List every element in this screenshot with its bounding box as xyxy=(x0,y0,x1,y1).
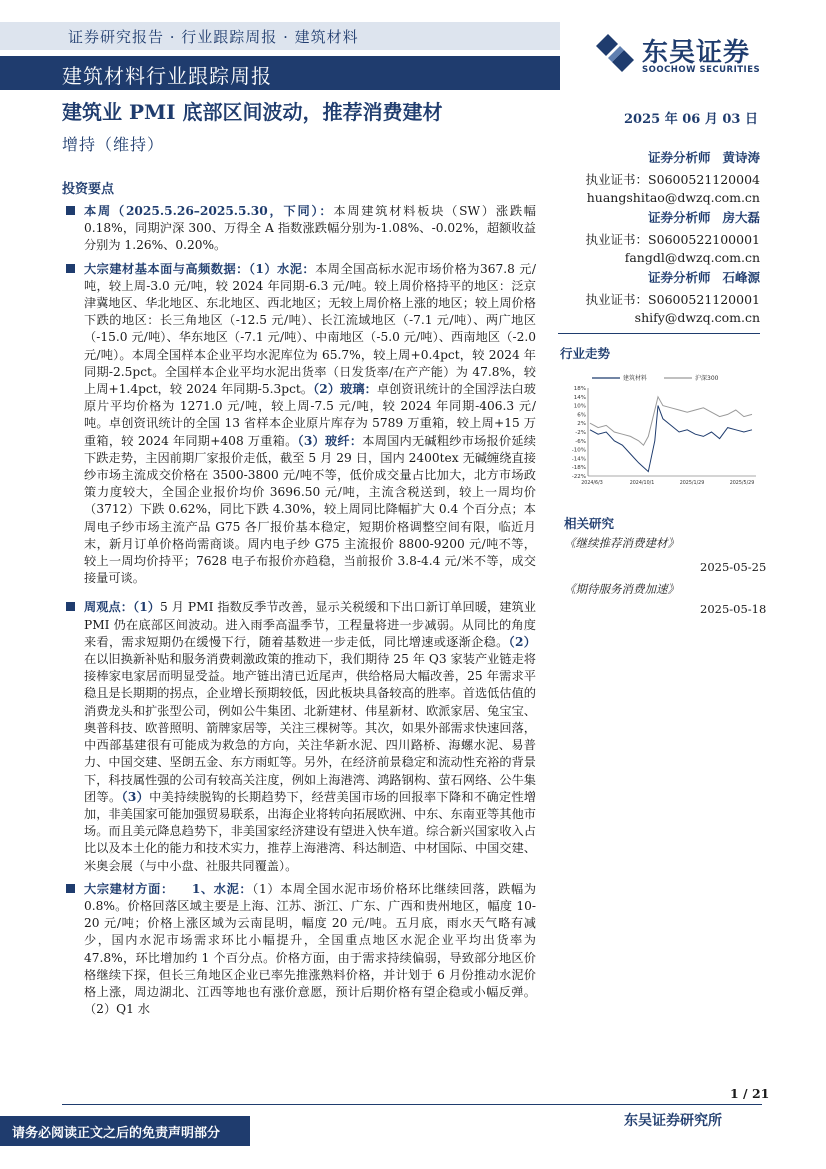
analyst-2-email[interactable]: fangdl@dwzq.com.cn xyxy=(624,250,760,265)
y-tick-label: -6% xyxy=(575,438,586,445)
footer-divider xyxy=(62,1104,762,1105)
y-tick-label: 14% xyxy=(573,394,586,401)
paragraph-weekly-view xyxy=(62,599,536,874)
bullet-icon xyxy=(66,884,75,893)
y-tick-label: -2% xyxy=(575,430,586,436)
para-view-lead-2: （2） xyxy=(508,634,536,649)
paragraph-fundamentals xyxy=(62,261,536,588)
series-line-hs300 xyxy=(590,397,752,445)
company-logo xyxy=(594,32,770,78)
related-item-2-title[interactable]: 《期待服务消费加速》 xyxy=(564,582,679,596)
bullet-icon xyxy=(66,264,75,273)
paragraph-bulk-materials xyxy=(62,881,536,1019)
bullet-icon xyxy=(66,206,75,215)
y-tick-label: 10% xyxy=(573,403,586,410)
main-content xyxy=(62,178,536,1024)
report-title: 建筑业 PMI 底部区间波动，推荐消费建材 xyxy=(62,100,443,124)
para-fund-lead-2: （2）玻璃： xyxy=(313,382,377,397)
x-tick-label: 2024/6/3 xyxy=(581,481,603,486)
x-tick-label: 2025/5/29 xyxy=(729,481,755,486)
para-view-lead-3: （3） xyxy=(121,789,150,804)
report-type-bar xyxy=(0,56,560,90)
series-line-building-materials xyxy=(590,406,752,472)
analyst-3-role: 证券分析师 石峰源 xyxy=(648,270,760,285)
y-tick-label: -10% xyxy=(571,447,586,454)
analyst-3-name: 石峰源 xyxy=(722,270,760,285)
rating: 增持（维持） xyxy=(62,135,165,154)
para-view-body-3: 中美持续脱钩的长期趋势下，经营美国市场的回报率下降和不确定性增加，非美国家可能加强贸易联系，出海企业将转向拓展欧洲、中东、东南亚等其他市场。而且美元降息趋势下，非美国家经济建设有望进入快车道。综合新兴国家收入占比以及本土化的能力和技术实力，推荐上海港湾、科达制造、中材国际、中国交建、米奥会展（与中小盘、社服共同覆盖）。 xyxy=(84,789,537,873)
para-bulk-lead: 大宗建材方面： xyxy=(84,881,174,896)
x-tick-label: 2025/1/29 xyxy=(679,481,705,486)
para-week-lead: 本周（2025.5.26–2025.5.30，下同）： xyxy=(84,204,334,218)
legend-label: 沪深300 xyxy=(695,375,719,382)
para-bulk-lead-2: 1、水泥： xyxy=(191,881,253,896)
report-date: 2025 年 06 月 03 日 xyxy=(624,112,758,127)
para-view-body-1: 5 月 PMI 指数反季节改善，显示关税缓和下出口新订单回暖，建筑业 PMI 仍在底部区间波动。进入雨季高温季节，工程量将进一步减弱。从同比的角度来看，需求短期仍在缓慢下行，随着基数进一步走低，同比增速或逐渐企稳。 xyxy=(84,600,536,649)
disclaimer-bar xyxy=(0,1116,250,1146)
analyst-1-role: 证券分析师 黄诗涛 xyxy=(648,150,760,165)
header-category: 证券研究报告 · 行业跟踪周报 · 建筑材料 xyxy=(68,28,359,46)
sidebar-divider xyxy=(558,333,760,334)
para-bulk-body: （1）本周全国水泥市场价格环比继续回落，跌幅为 0.8%。价格回落区域主要是上海、江苏、浙江、广东、广西和贵州地区，幅度 10-20 元/吨；价格上涨区域为云南昆明，幅度 20 元/吨。五月底，雨水天气略有减少，国内水泥市场需求环比小幅提升，全国重点地区水泥企业平均出货率为 47.8%，环比增加约 1 个百分点。价格方面，由于需求持续偏弱，导致部分地区价格继续下探，但长三角地区企业已率先推涨熟料价格，并计划于 6 月份推动水泥价格上涨，周边湖北、江西等地也有涨价意愿，预计后期价格有望企稳或小幅反弹。（2）Q1 水 xyxy=(84,881,537,1017)
legend-label: 建筑材料 xyxy=(623,375,648,382)
y-tick-label: 6% xyxy=(577,412,586,419)
paragraph-week xyxy=(62,203,536,255)
analyst-3-email[interactable]: shify@dwzq.com.cn xyxy=(634,310,760,325)
para-fund-body-1: 本周全国高标水泥市场价格为367.8 元/吨，较上周-3.0 元/吨，较 2024 年同期-6.3 元/吨。较上周价格持平的地区：泛京津冀地区、华北地区、东北地区、西北地区；无较上周价格上涨的地区；较上周价格下跌的地区：长三角地区（-12.5 元/吨）、长江流域地区（-7.1 元/吨）、两广地区（-15.0 元/吨）、华东地区（-7.1 元/吨）、中南地区（-5.0 元/吨）、西南地区（-2.0 元/吨）。本周全国样本企业平均水泥库位为 65.7%，较上周+0.4pct，较 2024 年同期-2.5pct。全国样本企业平均水泥出货率（日发货率/在产产能）为 47.8%，较上周+1.4pct，较 2024 年同期-5.3pct。 xyxy=(84,261,536,397)
x-tick-label: 2024/10/1 xyxy=(629,481,655,486)
y-tick-label: -18% xyxy=(571,465,586,472)
analyst-3-cert: 执业证书：S0600521120001 xyxy=(585,292,760,307)
report-type: 建筑材料行业跟踪周报 xyxy=(62,64,272,88)
logo-mark-icon xyxy=(594,32,636,74)
analyst-2-cert: 执业证书：S0600522100001 xyxy=(585,232,760,247)
related-item-2-date: 2025-05-18 xyxy=(700,602,767,616)
para-fund-lead: 大宗建材基本面与高频数据：（1）水泥： xyxy=(84,261,316,276)
related-label: 相关研究 xyxy=(564,516,615,531)
key-points-heading: 投资要点 xyxy=(62,182,115,197)
analyst-2-name: 房大磊 xyxy=(722,210,760,225)
trend-label: 行业走势 xyxy=(560,346,611,361)
analyst-2-role: 证券分析师 房大磊 xyxy=(648,210,760,225)
para-fund-body-2: 卓创资讯统计的全国浮法白玻原片平均价格为 1271.0 元/吨，较上周-7.5 元/吨，较 2024 年同期-406.3 元/吨。卓创资讯统计的全国 13 省样本企业原片库存为 5789 万重箱，较上周+15 万重箱，较 2024 年同期+408 万重箱。 xyxy=(84,382,536,448)
institute-name: 东吴证券研究所 xyxy=(624,1113,722,1129)
header-category-bar xyxy=(0,22,560,50)
para-fund-body-3: 本周国内无碱粗纱市场报价延续下跌走势，主因前期厂家报价走低，截至 5 月 29 日，国内 2400tex 无碱缠绕直接纱市场主流成交价格在 3500-3800 元/吨不等，低价成交量占比加大，北方市场政策力度较大，全国企业报价均价 3696.50 元/吨，主流含税送到，较上一周均价（3712）下跌 0.62%，同比下跌 4.30%，较上周同比降幅扩大 0.4 个百分点；本周电子纱市场主流产品 G75 各厂报价基本稳定，短期价格调整空间有限，临近月末，新月订单价格尚需商谈。周内电子纱 G75 主流报价 8800-9200 元/吨不等，较上一周均价持平；7628 电子布报价亦趋稳，当前报价 3.8-4.4 元/米不等，成交接量可谈。 xyxy=(84,433,536,586)
y-tick-label: 18% xyxy=(573,386,586,392)
para-view-lead: 周观点：（1） xyxy=(84,600,161,615)
related-item-1-title[interactable]: 《继续推荐消费建材》 xyxy=(564,536,679,550)
para-fund-lead-3: （3）玻纤： xyxy=(297,433,363,448)
y-tick-label: -22% xyxy=(571,474,586,480)
logo-en: SOOCHOW SECURITIES xyxy=(642,65,761,75)
analyst-1-email[interactable]: huangshitao@dwzq.com.cn xyxy=(586,190,760,205)
bullet-icon xyxy=(66,602,75,611)
analyst-1-name: 黄诗涛 xyxy=(722,150,760,165)
related-item-1-date: 2025-05-25 xyxy=(700,560,767,574)
page-number: 1 / 21 xyxy=(730,1086,770,1101)
analyst-1-cert: 执业证书：S0600521120004 xyxy=(585,172,760,187)
disclaimer-text: 请务必阅读正文之后的免责声明部分 xyxy=(12,1126,221,1141)
para-view-body-2: 在以旧换新补贴和服务消费刺激政策的推动下，我们期待 25 年 Q3 家装产业链走将接棒家电家居而明显受益。地产链出清已近尾声，供给格局大幅改善，25 年需求平稳且是长期期的拐点，企业增长预期较低，因此板块具备较高的胜率。首选低估值的消费龙头和扩张型公司，例如公牛集团、北新建材、伟星新材、欧派家居、兔宝宝、奥普科技、欧普照明、箭牌家居等，关注三棵树等。其次，如果外部需求快速回落，中西部基建很有可能成为救急的方向，关注华新水泥、四川路桥、海螺水泥、易普力、中国交建、坚朗五金、东方雨虹等。另外，在经济前景稳定和流动性充裕的背景下，科技属性强的公司有较高关注度，例如上海港湾、鸿路钢构、萤石网络、公牛集团等。 xyxy=(84,652,536,804)
y-tick-label: -14% xyxy=(571,456,586,463)
para-week-body: 本周建筑材料板块（SW）涨跌幅0.18%，同期沪深 300、万得全 A 指数涨跌幅分别为-1.08%、-0.02%，超额收益分别为 1.26%、0.20%。 xyxy=(84,204,536,253)
logo-cn: 东吴证券 xyxy=(642,38,751,68)
y-tick-label: 2% xyxy=(577,421,586,428)
industry-trend-chart xyxy=(560,366,760,488)
